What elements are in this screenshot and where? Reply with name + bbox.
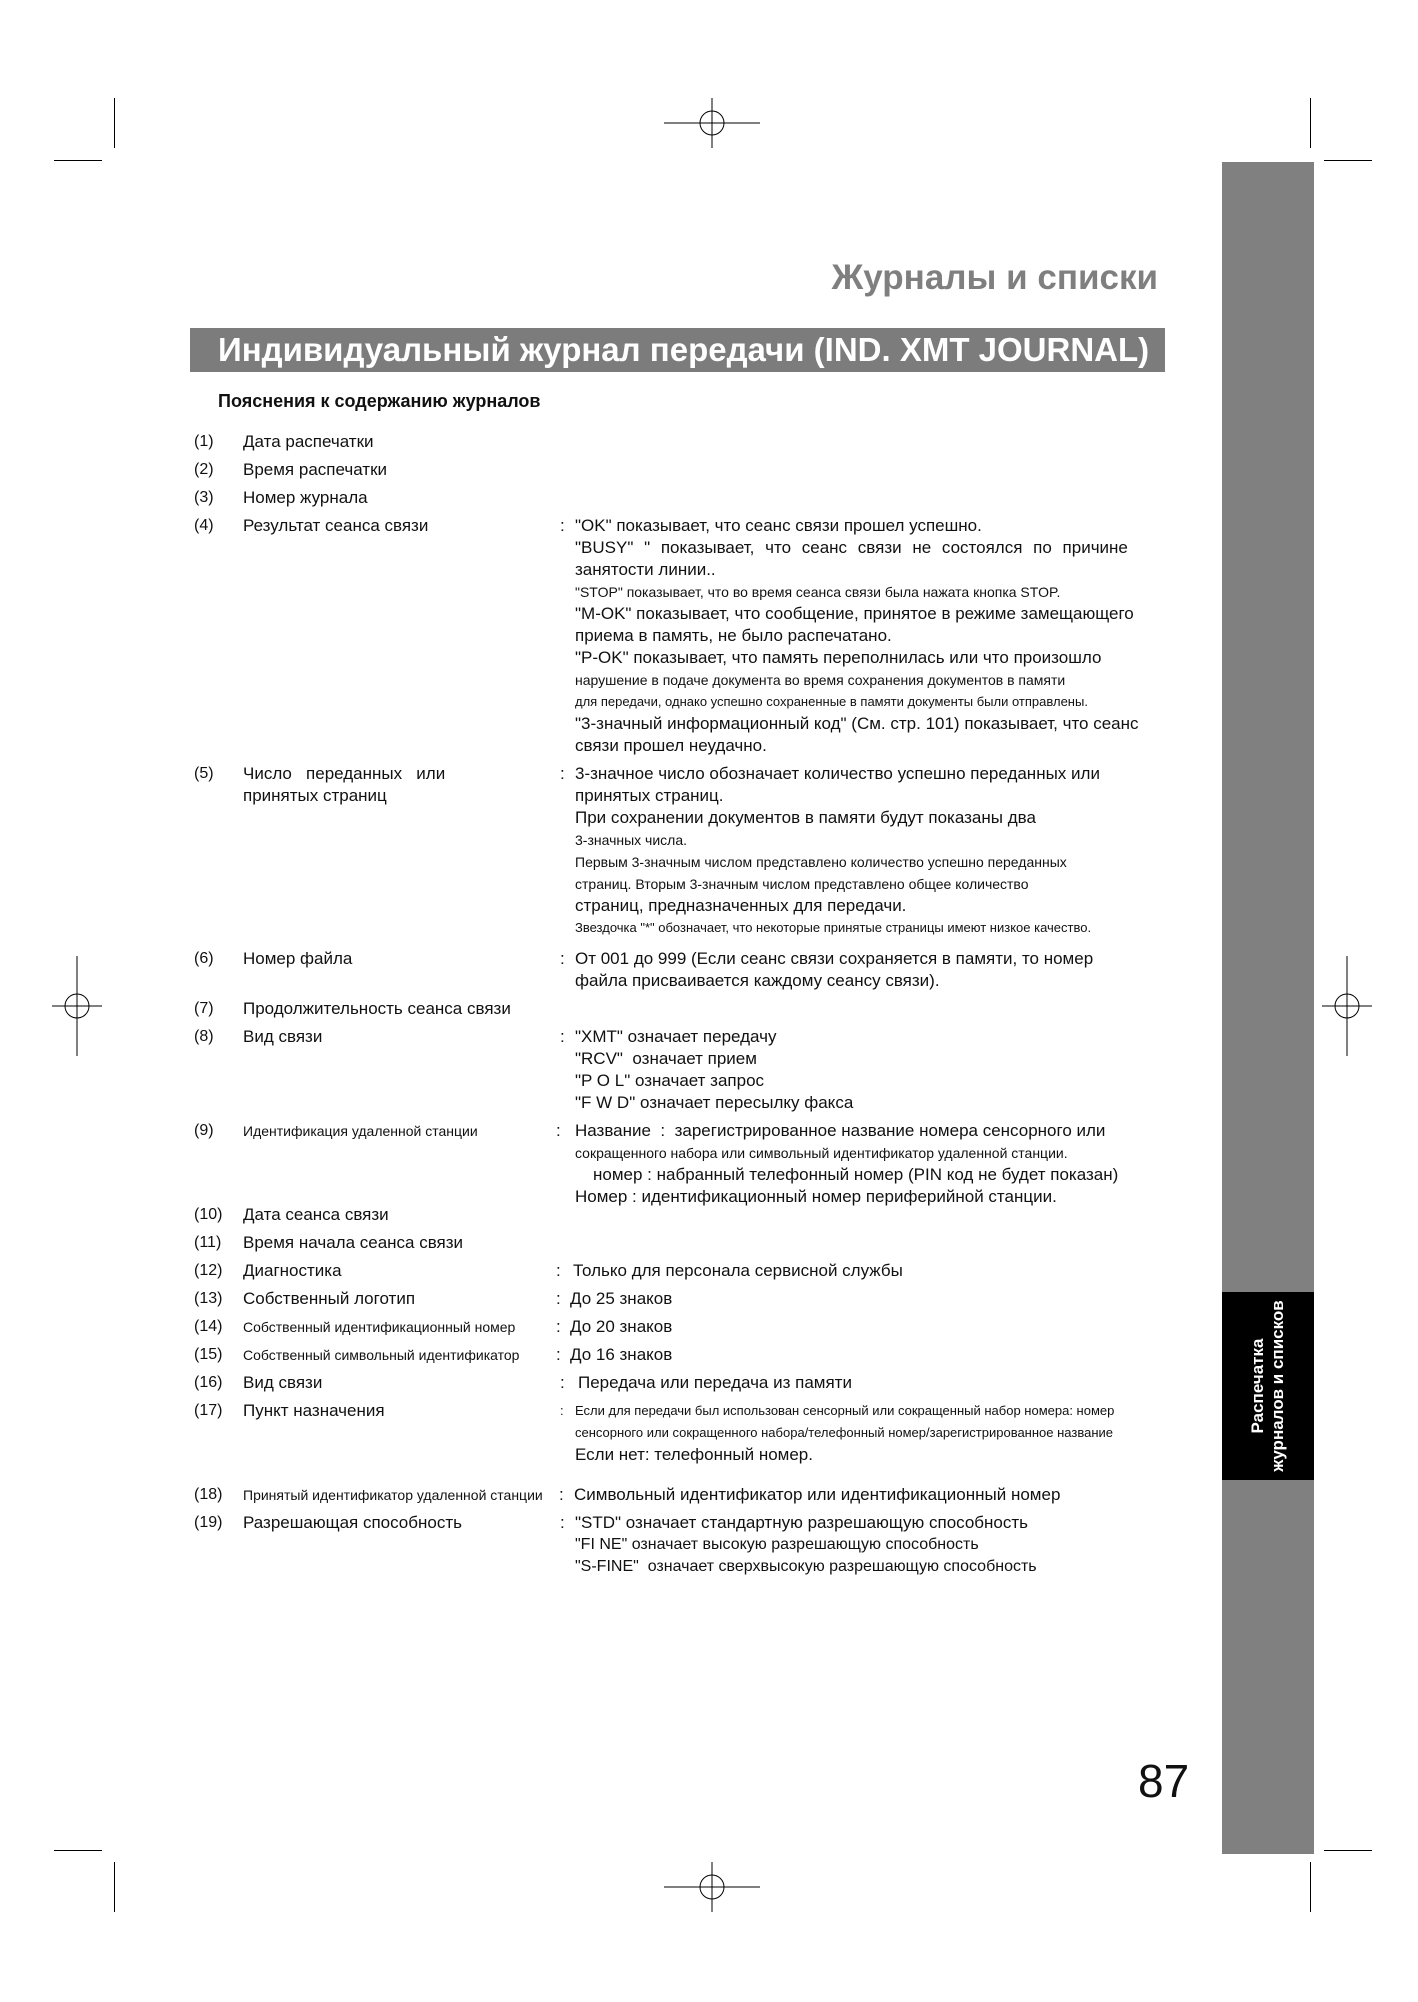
item-label: Дата сеанса связи bbox=[243, 1205, 389, 1224]
separator: : bbox=[556, 1261, 561, 1280]
item-label: Идентификация удаленной станции bbox=[243, 1123, 478, 1139]
item-description: Символьный идентификатор или идентификационный номер bbox=[574, 1485, 1061, 1504]
separator: : bbox=[560, 764, 565, 783]
separator: : bbox=[560, 1403, 564, 1418]
item-number: (19) bbox=[194, 1514, 223, 1531]
separator: : bbox=[560, 1513, 565, 1532]
item-description: Название : зарегистрированное название номера сенсорного или сокращенного набора или символьный идентификатор удаленной станции. номер : набранный телефонный номер (PIN код не будет показан) Номер : идентификационный номер периферийной станции. bbox=[575, 1121, 1119, 1206]
item-number: (6) bbox=[194, 950, 214, 967]
item-number: (11) bbox=[194, 1234, 222, 1251]
item-description: До 16 знаков bbox=[570, 1345, 673, 1364]
item-description: Если для передачи был использован сенсорный или сокращенный набор номера: номер сенсорного или сокращенного набора/телефонный номер/зарегистрированное название Если нет: телефонный номер. bbox=[575, 1403, 1115, 1464]
item-number: (7) bbox=[194, 1000, 214, 1017]
item-label: Вид связи bbox=[243, 1027, 323, 1046]
item-number: (9) bbox=[194, 1122, 214, 1139]
item-description: "XMT" означает передачу "RCV" означает прием "P O L" означает запрос "F W D" означает пересылку факса bbox=[575, 1027, 854, 1112]
separator: : bbox=[560, 1027, 565, 1046]
item-description: От 001 до 999 (Если сеанс связи сохраняется в памяти, то номер файла присваивается каждому сеансу связи). bbox=[575, 949, 1094, 990]
item-description: "STD" означает стандартную разрешающую способность "FI NE" означает высокую разрешающую способность "S-FINE" означает сверхвысокую разрешающую способность bbox=[575, 1513, 1037, 1575]
separator: : bbox=[560, 516, 565, 535]
item-label: Время начала сеанса связи bbox=[243, 1233, 464, 1252]
item-label: Пункт назначения bbox=[243, 1401, 385, 1420]
item-number: (15) bbox=[194, 1346, 223, 1363]
item-number: (3) bbox=[194, 489, 214, 506]
item-description: "OK" показывает, что сеанс связи прошел успешно. "BUSY" " показывает, что сеанс связи не состоялся по причине занятости линии.. "STOP" показывает, что во время сеанса связи была нажата кнопка STOP. "M-OK" показывает, что сообщение, принятое в режиме замещающего приема в память, не было распечатано. "P-OK" показывает, что память переполнилась или что произошло нарушение в подаче документа во время сохранения документов в памяти для передачи, однако успешно сохраненные в памяти документы были отправлены. "3-значный информационный код" (См. стр. 101) показывает, что сеанс связи прошел неудачно. bbox=[575, 516, 1139, 755]
item-label: Собственный идентификационный номер bbox=[243, 1319, 516, 1335]
item-number: (13) bbox=[194, 1290, 223, 1307]
item-number: (12) bbox=[194, 1262, 223, 1279]
item-description: До 20 знаков bbox=[570, 1317, 673, 1336]
item-label: Собственный символьный идентификатор bbox=[243, 1347, 520, 1363]
item-number: (1) bbox=[194, 433, 214, 450]
chapter-tab-label: Распечатка журналов и списков bbox=[1248, 1300, 1287, 1472]
item-description: Передача или передача из памяти bbox=[578, 1373, 852, 1392]
item-description: До 25 знаков bbox=[570, 1289, 673, 1308]
item-label: Разрешающая способность bbox=[243, 1513, 462, 1532]
item-label: Номер журнала bbox=[243, 488, 368, 507]
item-number: (17) bbox=[194, 1402, 223, 1419]
item-label-continued: принятых страниц bbox=[243, 786, 387, 805]
item-label: Вид связи bbox=[243, 1373, 323, 1392]
item-number: (16) bbox=[194, 1374, 223, 1391]
item-label: Результат сеанса связи bbox=[243, 516, 429, 535]
separator: : bbox=[560, 949, 565, 968]
item-label: Число переданных или bbox=[243, 764, 446, 783]
item-description: Только для персонала сервисной службы bbox=[573, 1261, 903, 1280]
separator: : bbox=[556, 1345, 561, 1364]
separator: : bbox=[560, 1373, 565, 1392]
page-title: Индивидуальный журнал передачи (IND. XMT JOURNAL) bbox=[218, 331, 1150, 368]
item-label: Продолжительность сеанса связи bbox=[243, 999, 511, 1018]
separator: : bbox=[556, 1317, 561, 1336]
separator: : bbox=[556, 1289, 561, 1308]
item-number: (14) bbox=[194, 1318, 223, 1335]
item-number: (10) bbox=[194, 1206, 223, 1223]
item-number: (2) bbox=[194, 461, 214, 478]
item-label: Время распечатки bbox=[243, 460, 388, 479]
section-title: Журналы и списки bbox=[831, 258, 1158, 297]
subtitle: Пояснения к содержанию журналов bbox=[218, 391, 541, 411]
item-number: (4) bbox=[194, 517, 214, 534]
item-label: Собственный логотип bbox=[243, 1289, 416, 1308]
item-number: (5) bbox=[194, 765, 214, 782]
item-number: (8) bbox=[194, 1028, 214, 1045]
item-label: Дата распечатки bbox=[243, 432, 374, 451]
item-label: Диагностика bbox=[243, 1261, 342, 1280]
item-number: (18) bbox=[194, 1486, 223, 1503]
separator: : bbox=[556, 1121, 561, 1140]
page-number: 87 bbox=[1138, 1755, 1190, 1807]
item-label: Принятый идентификатор удаленной станции bbox=[243, 1487, 543, 1503]
item-label: Номер файла bbox=[243, 949, 353, 968]
separator: : bbox=[559, 1485, 564, 1504]
item-description: 3-значное число обозначает количество успешно переданных или принятых страниц. При сохранении документов в памяти будут показаны два 3-значных числа. Первым 3-значным числом представлено количество успешно переданных страниц. Вторым 3-значным числом представлено общее количество страниц, предназначенных для передачи. Звездочка "*" обозначает, что некоторые принятые страницы имеют низкое качество. bbox=[575, 764, 1100, 935]
